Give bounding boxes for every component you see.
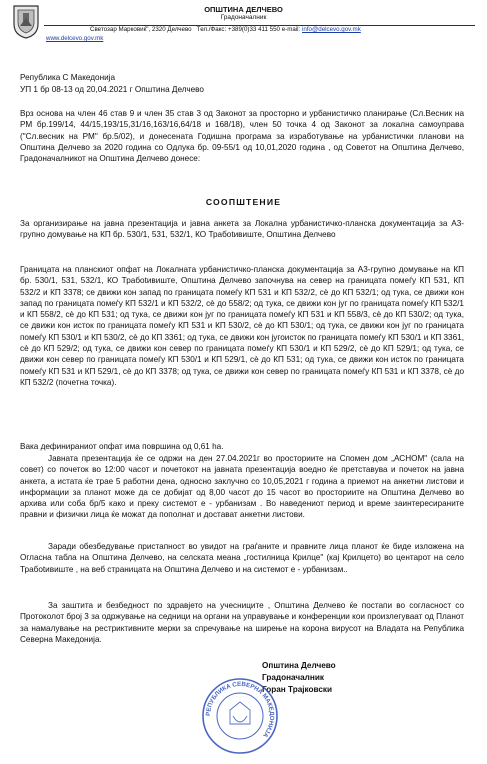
availability-paragraph: Заради обезбедување пристапност во увидот на граѓаните и правните лица планот ќе биде изложена на Огласна табла на Општина Делчево, на селската меана „гостилница Крилце" (кај Крилцето) во центарот на село Трабotивиште , на веб страницата на Општина Делчево и на системот е - урбанизам.. (20, 542, 464, 574)
boundary-paragraph: Границата на планскиот опфат на Локалната урбанистичко-планска документација за А3-групно домување на КП бр. 530/1, 531, 532/1, КО Трабotивиште, Општина Делчево започнува на север на границата помеѓу КП 531, КП 532/2 и КП 3378; се движи кон запад по границата помеѓу КП 531 и КП 532/2, сè до КП 532/1; од тука, се движи кон запад по границата помеѓу КП 532/1 и КП 532/2, сè до 558/2; од тука, се движи кон југ по границата помеѓу КП 532/1 и КП 558/2, сè до КП 531; од тука, се движи кон југ по границата помеѓу КП 531 и КП 558/3, сè до КП 530/2; од тука, се движи кон исток по границата помеѓу КП 531 и КП 530/2, сè до КП 530/1; од тука, се движи кон југ по границата помеѓу КП 530/1 и КП 530/2, сè до КП 3361; од тука, се движи кон југоисток по границата помеѓу КП 530/1 и КП 3361, сè до КП 529/2; од тука, се движи кон север по границата помеѓу КП 530/1 и КП 529/2, сè до КП 529/1; од тука, се движи кон север по границата помеѓу КП 530/1 и КП 529/1, сè до КП 531; од тука, се движи кон исток по границата помеѓу КП 531 и КП 529/1, сè до КП 3378; од тука, се движи кон север по границата помеѓу КП 531 и КП 3378, сè до КП 532/2 (почетна точка). (20, 265, 464, 387)
svg-text:РЕПУБЛИКА СЕВЕРНА МАКЕДОНИЈА: РЕПУБЛИКА СЕВЕРНА МАКЕДОНИЈА (204, 680, 276, 739)
document-heading: СООПШТЕНИЕ (205, 197, 282, 207)
letterhead-contact (90, 26, 361, 33)
intro-paragraph: Врз основа на член 46 став 9 и член 35 став 3 од Законот за просторно и урбанистичко планирање (Сл.Весник на РМ бр.199/14, 44/15,193/15,31/16,163/16,64/18 и 168/18), член 50 точка 4 од Законот за локална самоуправа ("Сл.весник на РМ" бр.5/02), и донесената Годишна програма за изработување на урбанистички планови на Општина Делчево за 2020 година со Одлука бр. 09-55/1 од 10,01,2020 година , од Советот на Општина Делчево, Градоначалникот на Општина Делчево донесе: (20, 109, 464, 164)
subject-paragraph: За организирање на јавна презентација и јавна анкета за Локална урбанистичко-планска документација за А3-групно домување на КП бр. 530/1, 531, 532/1, КО Трабotивиште, Општина Делчево (20, 219, 464, 240)
letterhead-email-link[interactable]: info@delcevo.gov.mk (302, 26, 361, 33)
official-stamp-icon (200, 676, 280, 756)
area-line: Вака дефинираниот опфат има површина од 0,61 ha. (20, 442, 224, 451)
signature-title: Градоначалник (262, 672, 324, 682)
health-paragraph: За заштита и безбедност по здравјето на учесниците , Општина Делчево ќе постапи во согласност со Протоколот број 3 за одржување на седници на органи на управување и конференции кои произлегуваат од Планот за намалување на рестриктивните мерки за спречување на ширење на корона вирусот на Владата на Република Северна Македонија. (20, 601, 464, 644)
presentation-paragraph: Јавната презентација ќе се одржи на ден 27.04.2021г во просториите на Спомен дом „АСНОМ" (сала на совет) со почеток во 12:00 часот и почетокот на јавната презентација воедно ќе претставува и почеток на јавна анкета, а истата ќе трае 5 работни дена, односно заклучно со 10,05,2021 г година а приемот на анкетни листови и информации за планот може да се добијат од 8,00 часот до 15 часот во просториите на Општина Делчево во архива или соба бр/5 како и преку системот е - урбанизам . Во наведениот период и време заинтересираните правни и физички лица ќе можат да пополнат и достават анкетни листови. (20, 454, 464, 520)
signature-name: Горан Трајковски (262, 684, 333, 694)
letterhead-website-link[interactable]: www.delcevo.gov.mk (46, 35, 104, 42)
letterhead-phone-fax: Тел./Факс: +389(0)33 411 550 e-mail: (196, 26, 301, 33)
signature-office: Општина Делчево (262, 661, 336, 670)
reference-line: УП 1 бр 08-13 од 20,04.2021 г Општина Делчево (20, 85, 204, 94)
letterhead-office: ОПШТИНА ДЕЛЧЕВО (204, 5, 283, 14)
letterhead-subtitle: Градоначалник (220, 14, 267, 21)
country-line: Република С Македонија (20, 73, 116, 82)
letterhead-address: Светозар Марковиќ", 2320 Делчево (90, 26, 192, 33)
